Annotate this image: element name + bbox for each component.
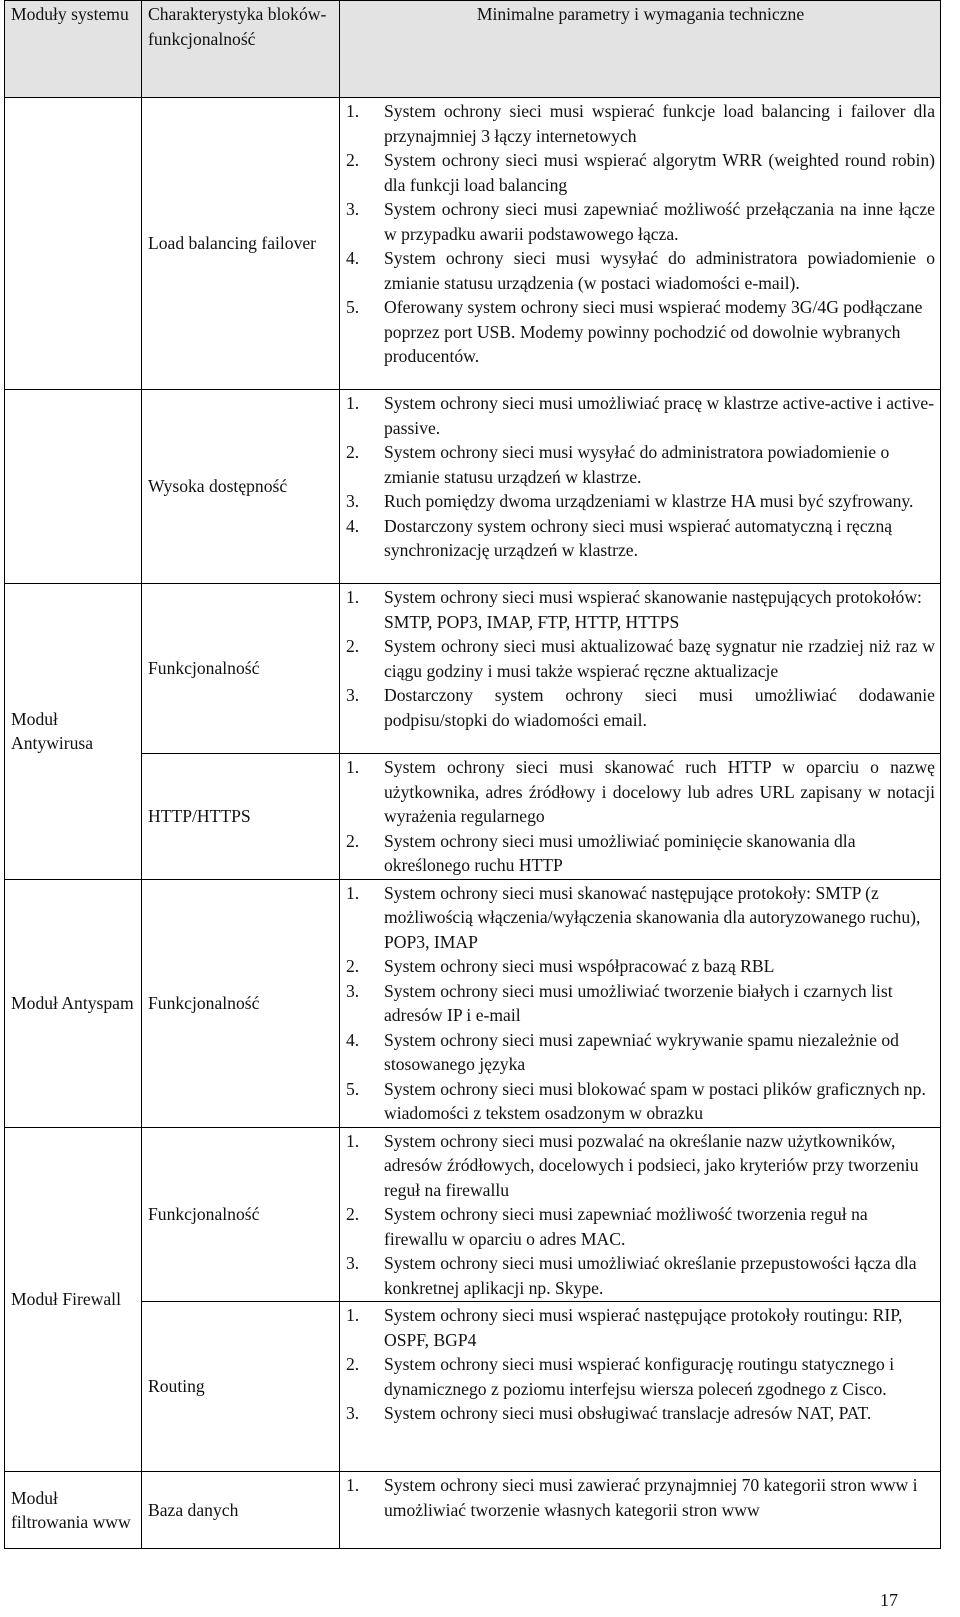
requirements-cell [340, 98, 941, 390]
requirements-cell [340, 1127, 941, 1302]
page-number: 17 [880, 1590, 898, 1610]
table-body [5, 98, 941, 1549]
header-module: Moduły systemu [5, 1, 142, 98]
requirement-item: 2. System ochrony sieci musi umożliwiać pominięcie skanowania dla określonego ruchu HTTP [346, 830, 856, 875]
block-cell: HTTP/HTTPS [142, 754, 340, 880]
block-cell: Funkcjonalność [142, 1127, 340, 1302]
requirement-item: 1. System ochrony sieci musi umożliwiać pracę w klastrze active-active i active-passive. [346, 393, 935, 438]
module-cell: Moduł filtrowania www [5, 1472, 142, 1549]
block-cell: Baza danych [142, 1472, 340, 1549]
requirement-item: 1. System ochrony sieci musi zawierać przynajmniej 70 kategorii stron www i umożliwiać tworzenie własnych kategorii stron www [346, 1475, 918, 1520]
requirements-table [4, 0, 941, 1549]
requirement-item: 3. System ochrony sieci musi umożliwiać określanie przepustowości łącza dla konkretnej aplikacji np. Skype. [346, 1253, 917, 1298]
requirement-item: 5. Oferowany system ochrony sieci musi wspierać modemy 3G/4G podłączane poprzez port USB. Modemy powinny pochodzić od dowolnie wybranych producentów. [346, 297, 923, 366]
block-cell: Funkcjonalność [142, 879, 340, 1127]
requirement-item: 1. System ochrony sieci musi skanować następujące protokoły: SMTP (z możliwością włączenia/wyłączenia skanowania dla autoryzowanego ruchu), POP3, IMAP [346, 882, 921, 952]
requirements-cell [340, 1472, 941, 1549]
requirement-list [346, 585, 935, 732]
requirement-item: 5. System ochrony sieci musi blokować spam w postaci plików graficznych np. wiadomości z tekstem osadzonym w obrazku [346, 1078, 926, 1123]
requirement-item: 1. System ochrony sieci musi skanować ruch HTTP w oparciu o nazwę użytkownika, adres źródłowy i docelowy lub adres URL zapisany w notacji wyrażenia regularnego [346, 757, 935, 826]
requirement-item: 1. System ochrony sieci musi wspierać skanowanie następujących protokołów: SMTP, POP3, IMAP, FTP, HTTP, HTTPS [346, 587, 922, 632]
module-cell [5, 390, 142, 584]
requirement-item: 4. Dostarczony system ochrony sieci musi wspierać automatyczną i ręczną synchronizację urządzeń w klastrze. [346, 515, 893, 560]
requirement-item: 2. System ochrony sieci musi wspierać konfigurację routingu statycznego i dynamicznego z poziomu interfejsu wiersza poleceń zgodnego z Cisco. [346, 1354, 895, 1399]
table-row [5, 1127, 941, 1302]
block-cell: Funkcjonalność [142, 584, 340, 754]
requirements-cell [340, 1302, 941, 1472]
table-header-row [5, 1, 941, 98]
requirement-list [346, 755, 935, 878]
requirement-item: 3. Ruch pomiędzy dwoma urządzeniami w klastrze HA musi być szyfrowany. [346, 491, 914, 511]
module-cell [5, 98, 142, 390]
requirement-item: 2. System ochrony sieci musi wspierać algorytm WRR (weighted round robin) dla funkcji load balancing [346, 150, 935, 195]
table-row [5, 390, 941, 584]
table-row [5, 98, 941, 390]
header-requirements: Minimalne parametry i wymagania techniczne [340, 1, 941, 98]
requirement-item: 3. System ochrony sieci musi umożliwiać tworzenie białych i czarnych list adresów IP i e-mail [346, 980, 893, 1025]
table-row [5, 754, 941, 880]
table-row [5, 1472, 941, 1549]
table-row [5, 879, 941, 1127]
requirement-item: 3. System ochrony sieci musi obsługiwać translacje adresów NAT, PAT. [346, 1403, 872, 1423]
requirement-item: 4. System ochrony sieci musi wysyłać do administratora powiadomienie o zmianie statusu urządzenia (w postaci wiadomości e-mail). [346, 248, 935, 293]
requirement-item: 3. Dostarczony system ochrony sieci musi umożliwiać dodawanie podpisu/stopki do wiadomości email. [346, 685, 935, 730]
block-cell: Wysoka dostępność [142, 390, 340, 584]
requirement-item: 1. System ochrony sieci musi wspierać następujące protokoły routingu: RIP, OSPF, BGP4 [346, 1305, 903, 1350]
block-cell: Routing [142, 1302, 340, 1472]
header-block: Charakterystyka bloków-funkcjonalność [142, 1, 340, 98]
block-cell: Load balancing failover [142, 98, 340, 390]
requirement-item: 3. System ochrony sieci musi zapewniać możliwość przełączania na inne łącze w przypadku awarii podstawowego łącza. [346, 199, 935, 244]
requirement-item: 4. System ochrony sieci musi zapewniać wykrywanie spamu niezależnie od stosowanego języka [346, 1029, 899, 1074]
requirements-cell [340, 879, 941, 1127]
requirements-cell [340, 584, 941, 754]
module-cell: Moduł Antyspam [5, 879, 142, 1127]
requirement-list [346, 99, 935, 369]
requirement-list [346, 1473, 935, 1522]
requirement-list [346, 1129, 935, 1301]
requirement-list [346, 391, 935, 563]
module-cell: Moduł Firewall [5, 1127, 142, 1472]
requirement-list [346, 881, 935, 1126]
requirement-item: 2. System ochrony sieci musi współpracować z bazą RBL [346, 956, 775, 976]
requirements-cell [340, 754, 941, 880]
requirement-item: 2. System ochrony sieci musi zapewniać możliwość tworzenia reguł na firewallu w oparciu o adres MAC. [346, 1204, 868, 1249]
requirement-item: 1. System ochrony sieci musi wspierać funkcje load balancing i failover dla przynajmniej 3 łączy internetowych [346, 101, 935, 146]
table-row [5, 584, 941, 754]
requirement-list [346, 1303, 935, 1426]
requirement-item: 2. System ochrony sieci musi aktualizować bazę sygnatur nie rzadziej niż raz w ciągu godziny i musi także wspierać ręczne aktualizacje [346, 636, 935, 681]
requirement-item: 1. System ochrony sieci musi pozwalać na określanie nazw użytkowników, adresów źródłowych, docelowych i podsieci, jako kryteriów przy tworzeniu reguł na firewallu [346, 1130, 919, 1200]
requirement-item: 2. System ochrony sieci musi wysyłać do administratora powiadomienie o zmianie statusu urządzeń w klastrze. [346, 442, 890, 487]
module-cell: Moduł Antywirusa [5, 584, 142, 880]
table-row [5, 1302, 941, 1472]
requirements-cell [340, 390, 941, 584]
